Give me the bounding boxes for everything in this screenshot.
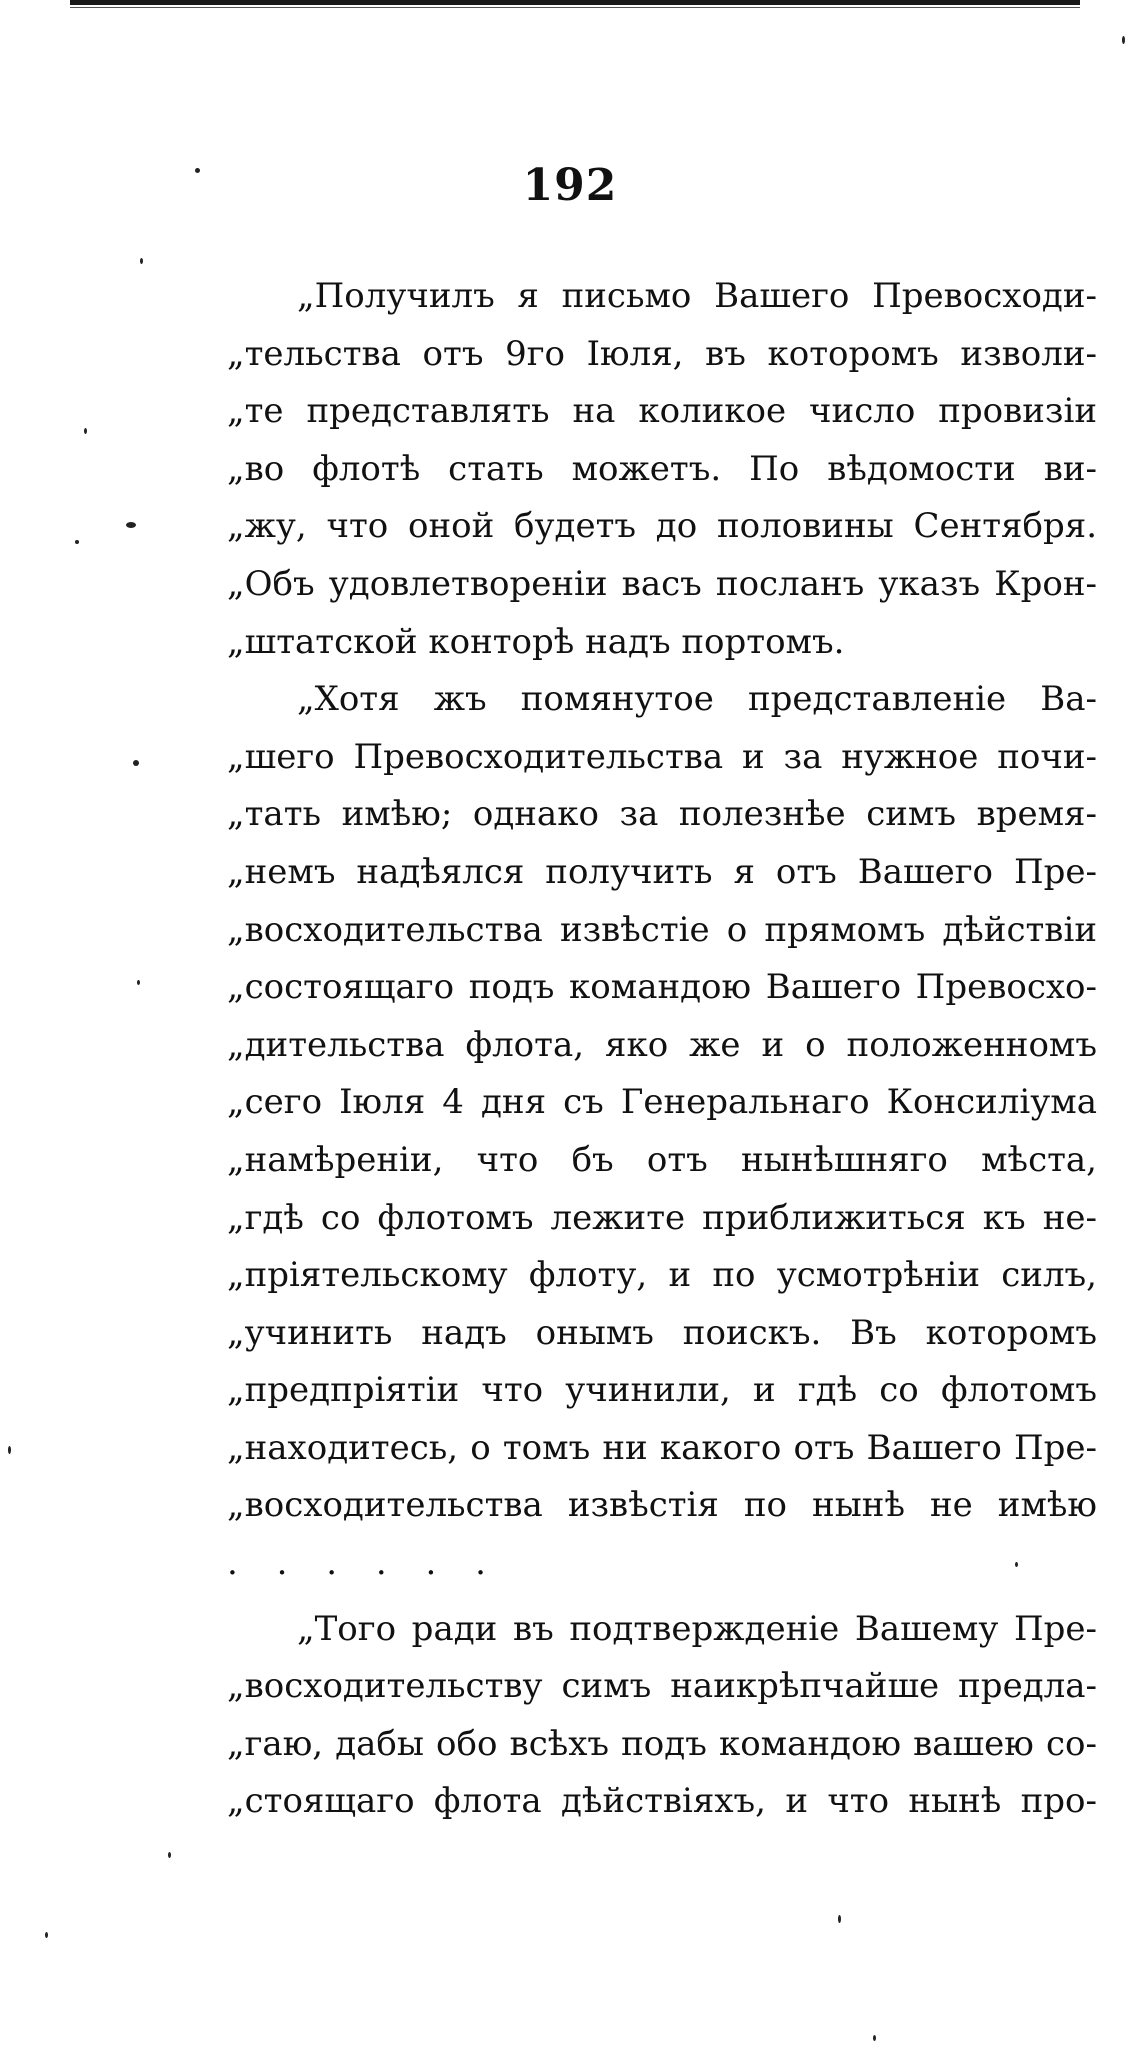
ellipsis-line: . . . . . . <box>227 1543 500 1584</box>
scan-speck <box>133 760 139 766</box>
text-line: „стоящаго флота дѣйствіяхъ, и что нынѣ про- <box>227 1781 1097 1822</box>
text-line: „немъ надѣялся получить я отъ Вашего Пре- <box>227 851 1097 892</box>
text-line: „предпріятіи что учинили, и гдѣ со флотомъ <box>227 1370 1097 1411</box>
text-line: „шего Превосходительства и за нужное почи- <box>227 736 1097 777</box>
paragraph-gap <box>227 1593 1097 1601</box>
scan-speck <box>45 1932 48 1938</box>
text-line: „сего Іюля 4 дня съ Генеральнаго Консиліума <box>227 1082 1097 1123</box>
scan-speck <box>137 980 140 985</box>
text-line: „пріятельскому флоту, и по усмотрѣніи силъ, <box>227 1255 1097 1296</box>
scan-speck <box>1122 36 1125 44</box>
text-line: „гаю, дабы обо всѣхъ подъ командою вашею со- <box>227 1723 1097 1764</box>
scan-speck <box>195 168 200 173</box>
scan-speck <box>838 1915 841 1923</box>
page-number: 192 <box>522 160 618 211</box>
text-line: „восходительства извѣстія по нынѣ не имѣю <box>227 1485 1097 1526</box>
scan-speck <box>8 1446 11 1454</box>
text-line: „учинить надъ онымъ поискъ. Въ которомъ <box>227 1312 1097 1353</box>
text-line: „те представлять на коликое число провизіи <box>227 391 1097 432</box>
text-line: „намѣреніи, что бъ отъ нынѣшняго мѣста, <box>227 1139 1097 1180</box>
text-line: „находитесь, о томъ ни какого отъ Вашего Пре- <box>227 1427 1097 1468</box>
top-border-rule <box>70 0 1080 5</box>
scan-speck <box>75 540 79 544</box>
text-line: „восходительству симъ наикрѣпчайше предла- <box>227 1666 1097 1707</box>
text-line: „тельства отъ 9го Іюля, въ которомъ изволи- <box>227 333 1097 374</box>
text-line: „состоящаго подъ командою Вашего Превосхо- <box>227 967 1097 1008</box>
text-line: „Того ради въ подтвержденіе Вашему Пре- <box>297 1608 1097 1649</box>
text-line: „тать имѣю; однако за полезнѣе симъ время- <box>227 794 1097 835</box>
scan-speck <box>140 258 143 264</box>
top-border-thin-rule <box>70 7 1080 8</box>
text-line: „штатской конторѣ надъ портомъ. <box>227 621 845 662</box>
scan-speck <box>168 1852 171 1858</box>
text-line: „Хотя жъ помянутое представленіе Ва- <box>297 679 1097 720</box>
body-text <box>227 268 1097 1831</box>
scan-speck <box>84 428 87 434</box>
text-line: „Получилъ я письмо Вашего Превосходи- <box>297 276 1097 316</box>
scan-speck <box>126 522 136 528</box>
text-line: „дительства флота, яко же и о положенномъ <box>227 1024 1097 1065</box>
text-line: „гдѣ со флотомъ лежите приближиться къ не- <box>227 1197 1097 1238</box>
text-line: „восходительства извѣстіе о прямомъ дѣйствіи <box>227 909 1097 950</box>
scan-speck <box>873 2035 876 2041</box>
text-line: „во флотѣ стать можетъ. По вѣдомости ви- <box>227 448 1097 489</box>
scan-speck <box>1015 1562 1018 1567</box>
text-line: „Объ удовлетвореніи васъ посланъ указъ Крон- <box>227 563 1097 604</box>
text-line: „жу, что оной будетъ до половины Сентября. <box>227 506 1097 547</box>
